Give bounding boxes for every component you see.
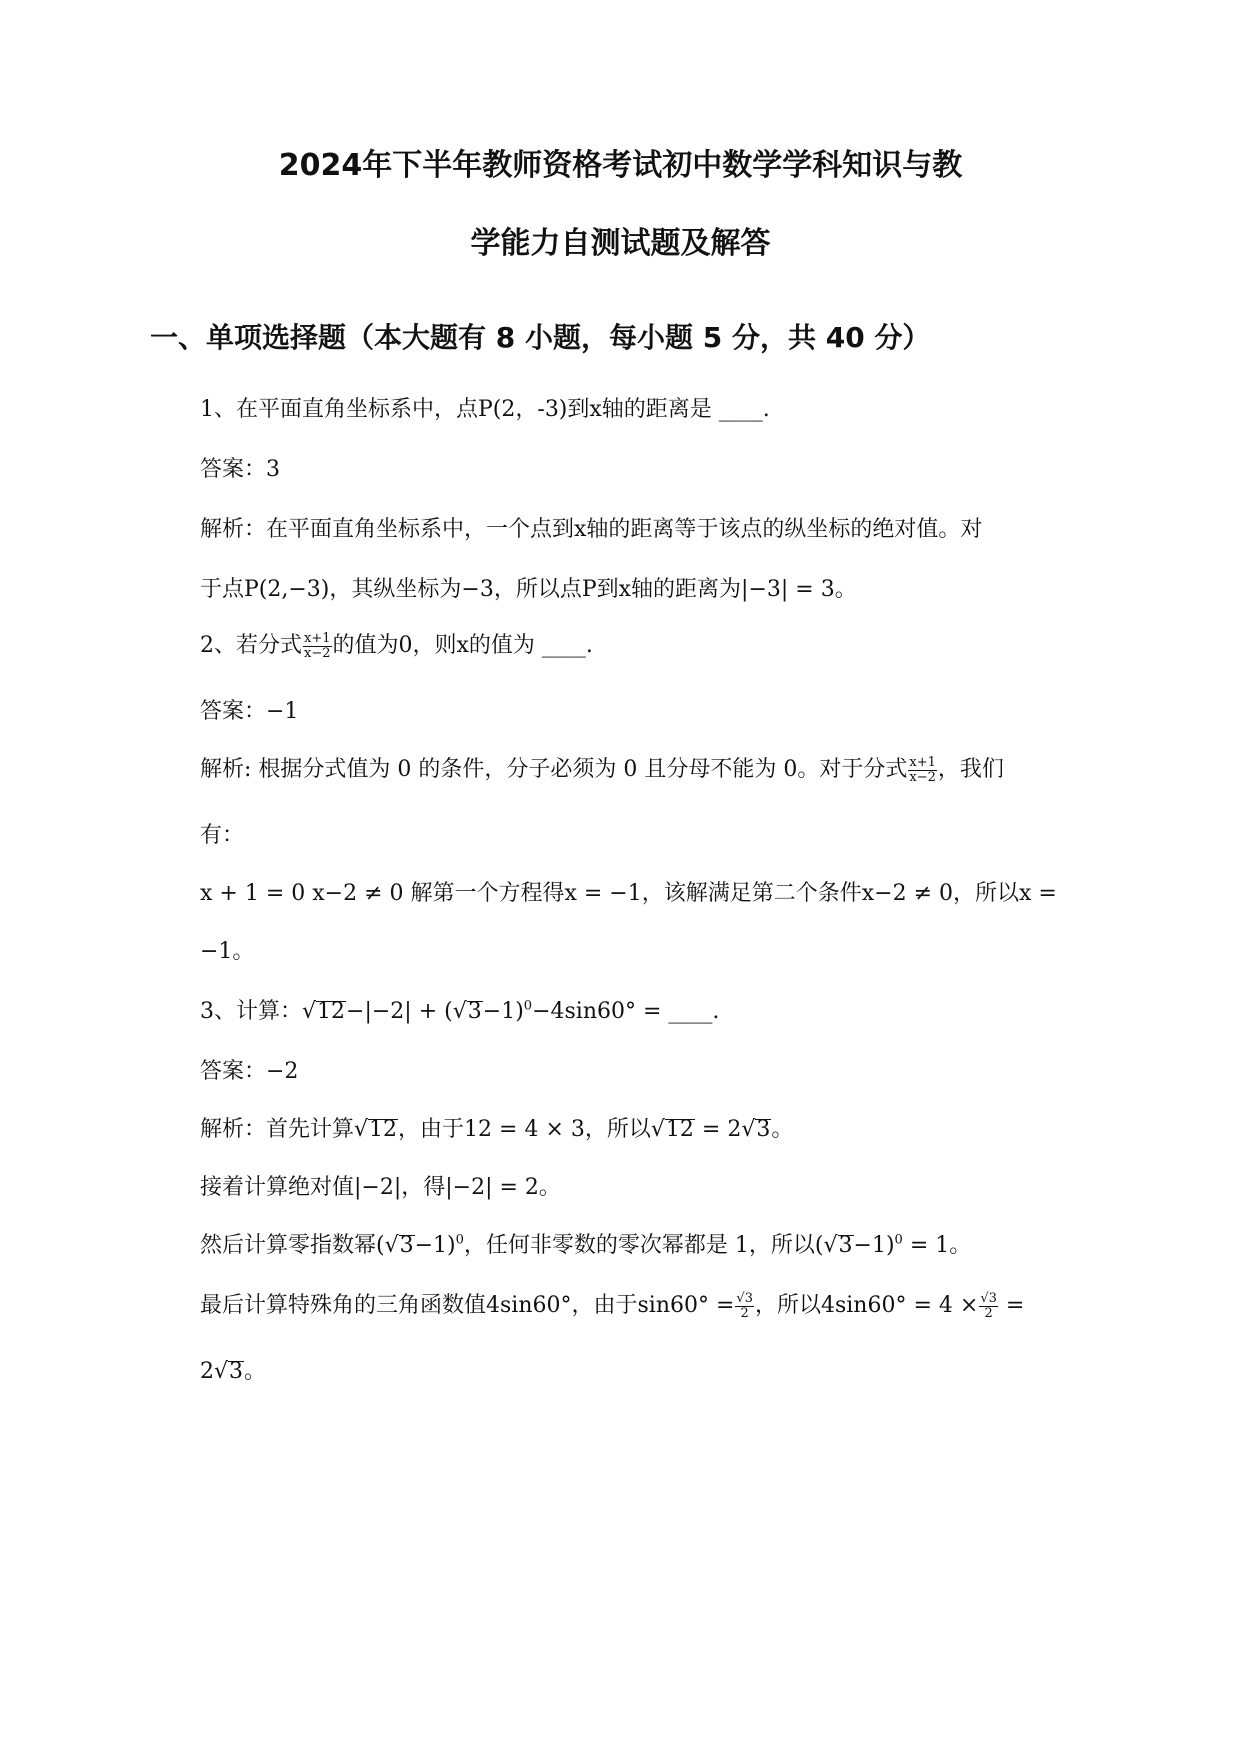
fraction-numerator: x+1 — [304, 630, 331, 646]
q2-analysis-3: x + 1 = 0 x−2 ≠ 0 解第一个方程得x = −1，该解满足第二个条件x−2 ≠ 0，所以x = — [200, 881, 1057, 906]
sqrt-3: √3 — [214, 1359, 244, 1384]
q2-analysis-2: 有： — [200, 823, 245, 848]
q3-a3-mid: −1) — [853, 1233, 895, 1258]
exponent-zero: 0 — [455, 1232, 464, 1248]
sqrt-3: √3 — [452, 999, 482, 1024]
q3-question-prefix: 3、计算： — [200, 999, 302, 1024]
q3-a5-end: 。 — [244, 1359, 267, 1384]
sqrt-12: √12 — [354, 1117, 398, 1142]
sqrt3-over-2-fraction — [735, 1292, 754, 1321]
radicand: 12 — [665, 1117, 694, 1142]
q3-a1-eq: = 2 — [694, 1117, 742, 1142]
fraction-numerator: x+1 — [909, 754, 936, 770]
q3-question-suffix: −4sin60° = ____. — [532, 999, 720, 1024]
q3-a1-end: 。 — [771, 1117, 794, 1142]
q3-question — [200, 994, 719, 1025]
q3-a4-end: = — [998, 1293, 1025, 1318]
q1-question: 1、在平面直角坐标系中，点P(2，-3)到x轴的距离是 ____. — [200, 397, 770, 422]
q3-a1-prefix: 解析：首先计算 — [200, 1117, 355, 1142]
q2-analysis-fraction — [908, 756, 937, 785]
q1-answer: 答案：3 — [200, 457, 280, 482]
fraction-numerator: √3 — [736, 1290, 753, 1306]
radicand: 3 — [229, 1359, 244, 1384]
q3-analysis-3 — [200, 1228, 971, 1259]
sqrt-3: √3 — [823, 1233, 853, 1258]
exponent-zero: 0 — [523, 998, 533, 1014]
q2-question-suffix: 的值为0，则x的值为 ____. — [332, 633, 593, 658]
q3-a4-prefix: 最后计算特殊角的三角函数值4sin60°，由于sin60° = — [200, 1293, 735, 1318]
q2-analysis-1 — [200, 752, 1004, 785]
q3-question-mid-2: −1) — [482, 999, 524, 1024]
q2-analysis-suffix: ，我们 — [937, 757, 1004, 782]
section-heading: 一、单项选择题（本大题有 8 小题，每小题 5 分，共 40 分） — [150, 321, 931, 354]
q3-a4-mid: ，所以4sin60° = 4 × — [754, 1293, 979, 1318]
fraction-numerator: √3 — [980, 1290, 997, 1306]
radicand: 12 — [317, 999, 346, 1024]
sqrt-12: √12 — [302, 999, 346, 1024]
sqrt-3: √3 — [384, 1233, 414, 1258]
q2-analysis-4: −1。 — [200, 939, 255, 964]
q2-question — [200, 628, 593, 661]
q3-a3-mid: −1) — [414, 1233, 456, 1258]
q1-analysis-2: 于点P(2,−3)，其纵坐标为−3，所以点P到x轴的距离为|−3| = 3。 — [200, 577, 857, 602]
q3-analysis-4 — [200, 1288, 1024, 1321]
q3-answer: 答案：−2 — [200, 1059, 299, 1084]
title-line-2: 学能力自测试题及解答 — [470, 226, 771, 261]
sqrt-12: √12 — [650, 1117, 694, 1142]
sqrt3-over-2-fraction — [979, 1292, 998, 1321]
q3-question-mid-1: −|−2| + ( — [346, 999, 453, 1024]
sqrt-3: √3 — [741, 1117, 771, 1142]
q2-analysis-prefix: 解析: 根据分式值为 0 的条件，分子必须为 0 且分母不能为 0。对于分式 — [200, 757, 908, 782]
q2-question-prefix: 2、若分式 — [200, 633, 302, 658]
q3-a3-end: = 1。 — [902, 1233, 972, 1258]
radicand: 3 — [756, 1117, 771, 1142]
q3-a5-prefix: 2 — [200, 1359, 214, 1384]
exponent-zero: 0 — [894, 1232, 903, 1248]
radicand: 3 — [838, 1233, 853, 1258]
radicand: 3 — [399, 1233, 414, 1258]
radicand: 3 — [744, 1290, 753, 1306]
fraction-denominator: 2 — [984, 1305, 993, 1321]
q3-a3-mid-2: ，任何非零数的零次幂都是 1，所以( — [463, 1233, 824, 1258]
q1-analysis-1: 解析：在平面直角坐标系中，一个点到x轴的距离等于该点的纵坐标的绝对值。对 — [200, 517, 983, 542]
q3-analysis-5 — [200, 1354, 266, 1385]
q3-a1-mid: ，由于12 = 4 × 3，所以 — [398, 1117, 651, 1142]
title-line-1: 2024年下半年教师资格考试初中数学学科知识与教 — [278, 148, 963, 183]
q2-fraction — [303, 632, 332, 661]
radicand: 3 — [467, 999, 482, 1024]
q2-answer: 答案：−1 — [200, 699, 299, 724]
radicand: 12 — [369, 1117, 398, 1142]
fraction-denominator: x−2 — [909, 769, 936, 785]
q3-a3-prefix: 然后计算零指数幂( — [200, 1233, 385, 1258]
fraction-denominator: 2 — [740, 1305, 749, 1321]
q3-analysis-2: 接着计算绝对值|−2|，得|−2| = 2。 — [200, 1175, 561, 1200]
q3-analysis-1 — [200, 1112, 793, 1143]
fraction-denominator: x−2 — [304, 645, 331, 661]
radicand: 3 — [988, 1290, 997, 1306]
